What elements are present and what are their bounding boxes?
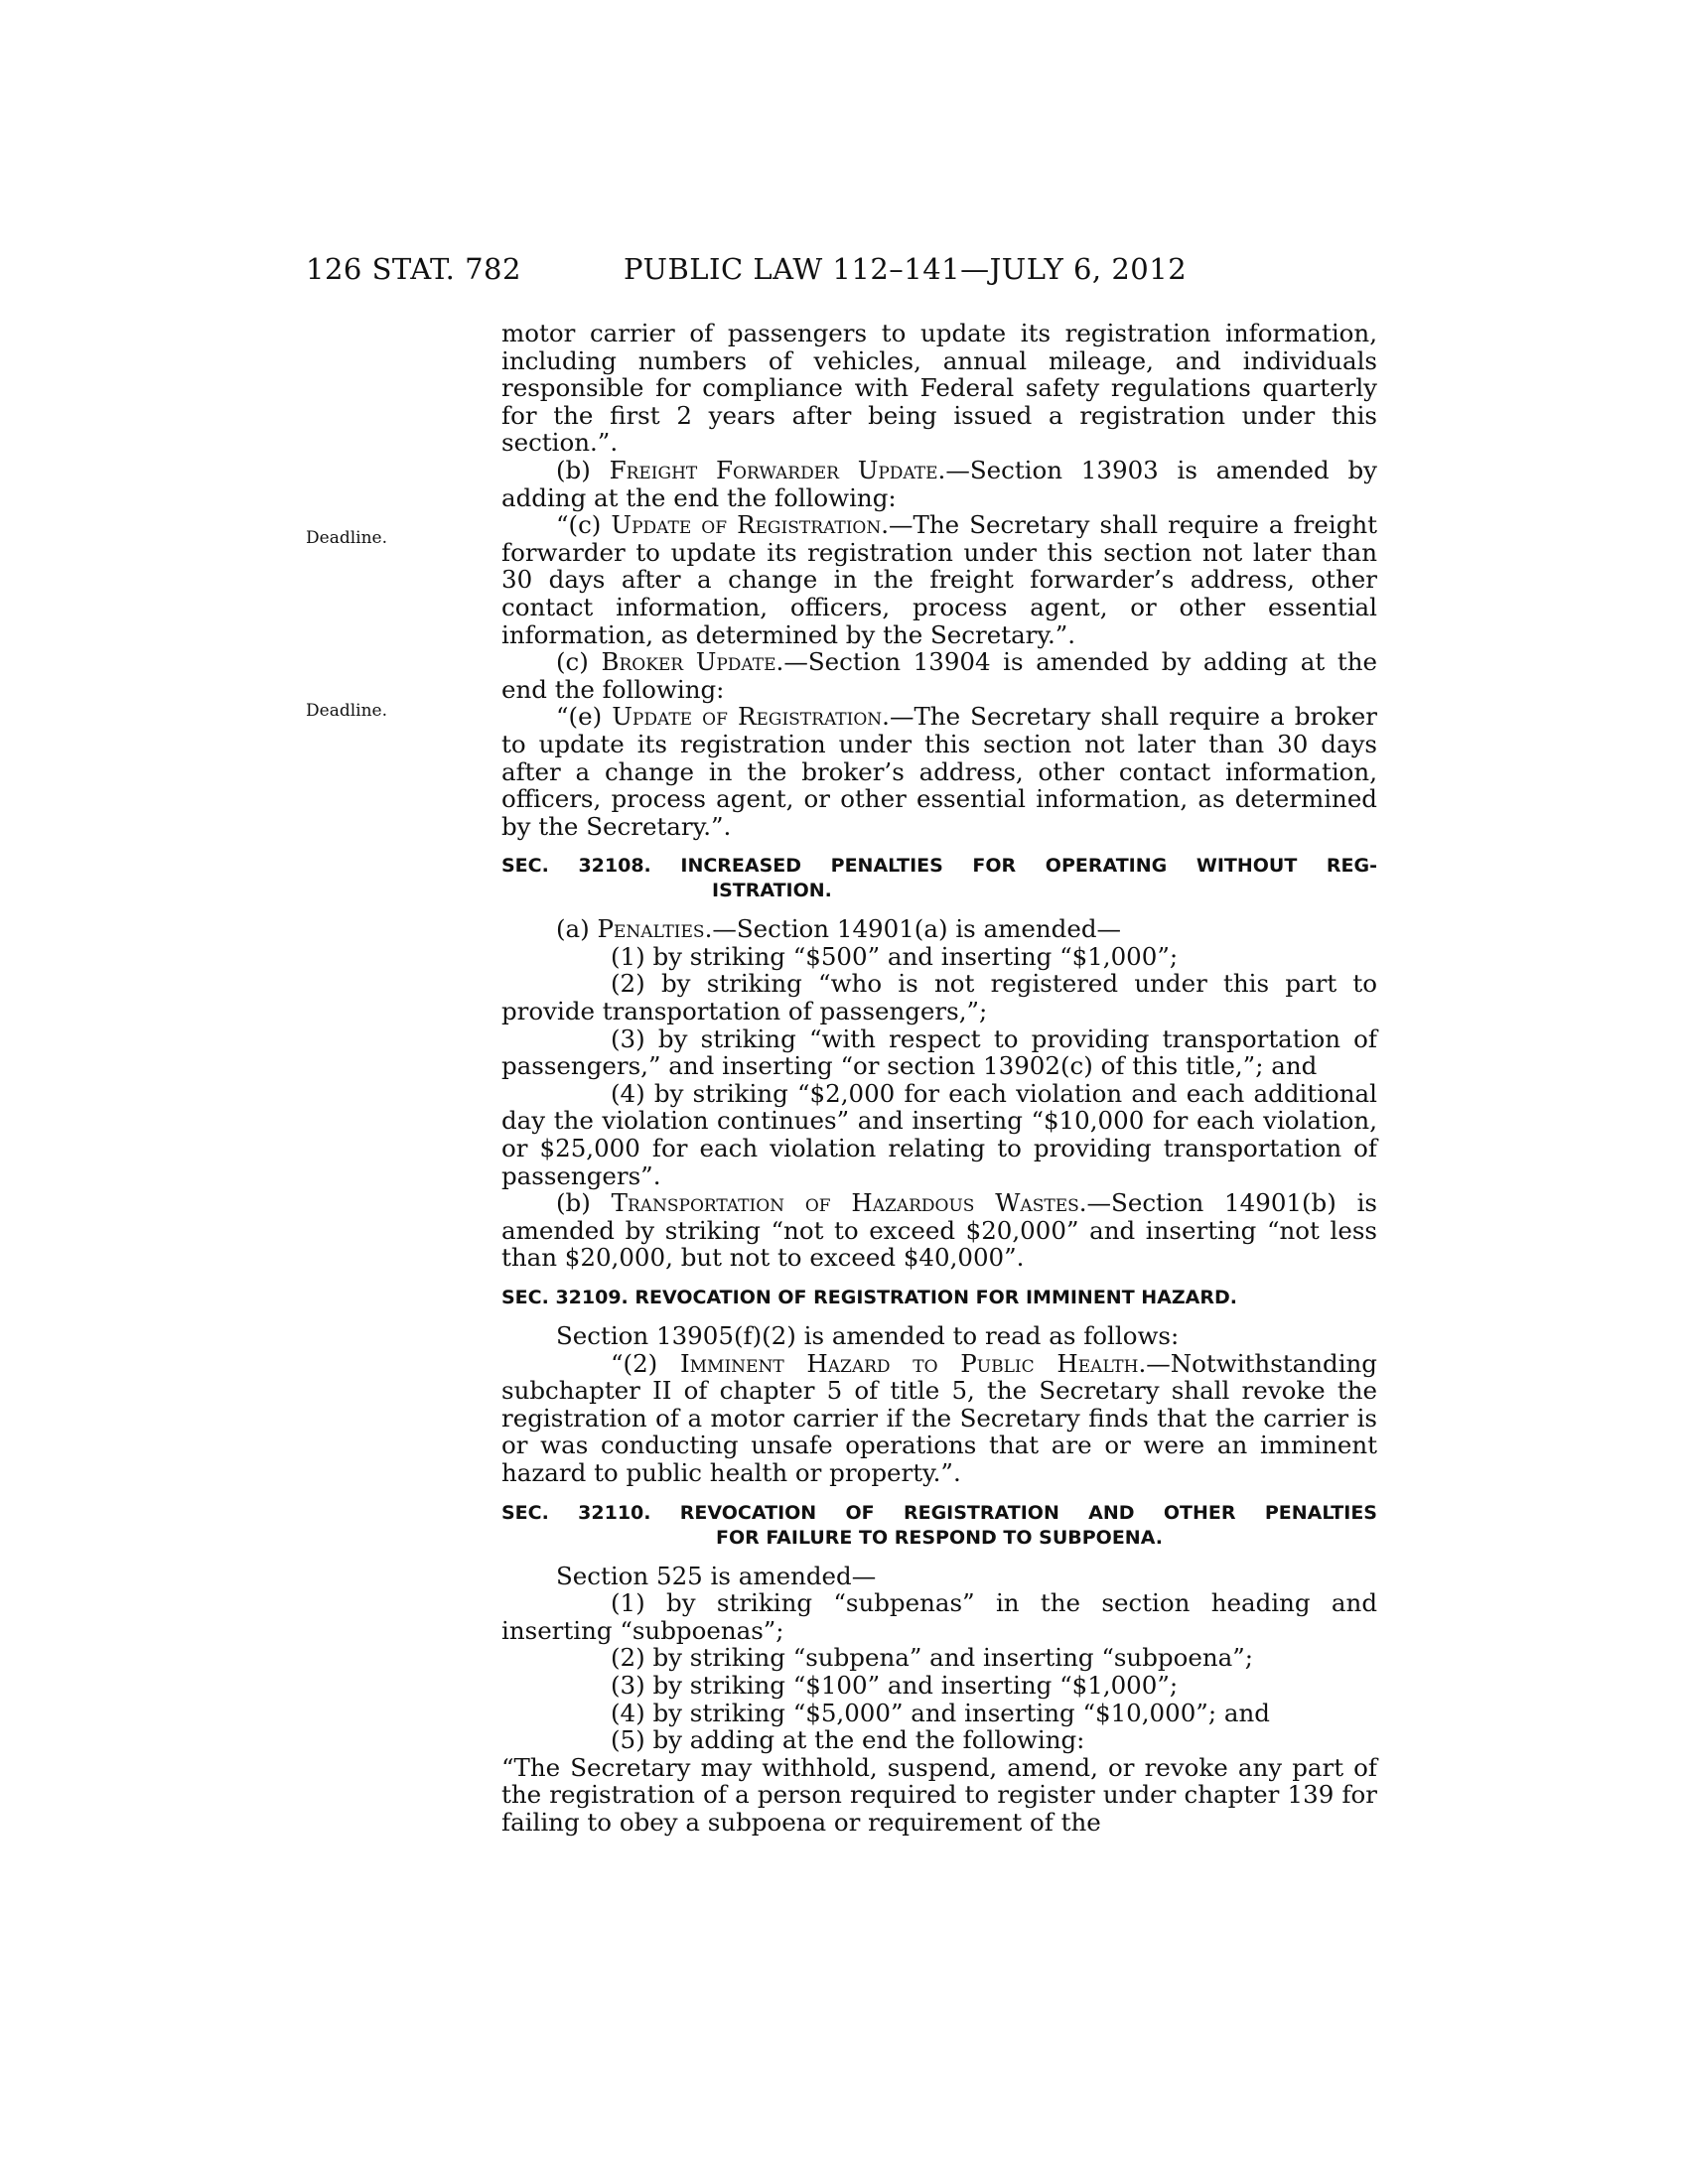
subsection-text: .—Section 14901(b) is amended by striking “not to exceed $20,000” and inserting “not less than $20,000, but not to exceed $40,000”. bbox=[501, 1188, 1377, 1273]
section-heading-32109 bbox=[501, 1286, 1377, 1310]
subsection-text: .—Section 13903 is amended by adding at the end the following: bbox=[501, 455, 1377, 512]
paragraph-heading: Imminent Hazard to Public Health bbox=[679, 1348, 1139, 1378]
paragraph-text: .—Notwithstanding subchapter II of chapter 5 of title 5, the Secretary shall revoke the registration of a motor carrier if the Secretary finds that the carrier is or was conducting unsafe operations that are or were an imminent hazard to public health or property.”. bbox=[501, 1348, 1377, 1487]
quoted-text: “The Secretary may withhold, suspend, amend, or revoke any part of the registration of a person required to register under chapter 139 for failing to obey a subpoena or requirement of the bbox=[501, 1752, 1377, 1837]
quoted-paragraph-2 bbox=[501, 1350, 1377, 1487]
subsection-text: .—The Secretary shall require a broker to update its registration under this section not later than 30 days after a change in the broker’s address, other contact information, officers, process agent, or other essential information, as determined by the Secretary.”. bbox=[501, 702, 1377, 841]
paragraph-4: (4) by striking “$2,000 for each violation and each additional day the violation continues” and inserting “$10,000 for each violation, or $25,000 for each violation relating to providing transportation of passengers”. bbox=[501, 1078, 1377, 1190]
paragraph-5: (5) by adding at the end the following: bbox=[611, 1725, 1085, 1755]
subsection-heading: Transportation of Hazardous Wastes bbox=[611, 1188, 1079, 1218]
subsection-b-hazardous-wastes bbox=[501, 1189, 1377, 1272]
subsection-heading: Update of Registration bbox=[611, 510, 882, 540]
margin-note-deadline-2: Deadline. bbox=[306, 701, 387, 721]
subsection-label: “(e) bbox=[556, 702, 613, 732]
section-heading-line: ISTRATION. bbox=[712, 880, 832, 902]
subsection-heading: Penalties bbox=[597, 914, 705, 944]
paragraph-2: (2) by striking “subpena” and inserting “subpoena”; bbox=[611, 1643, 1253, 1673]
subsection-text: .—Section 13904 is amended by adding at the end the following: bbox=[501, 647, 1377, 704]
document-body bbox=[501, 320, 1377, 1837]
running-head: PUBLIC LAW 112–141—JULY 6, 2012 bbox=[624, 252, 1188, 286]
section-intro: Section 13905(f)(2) is amended to read as follows: bbox=[556, 1321, 1180, 1350]
section-heading-line: FOR FAILURE TO RESPOND TO SUBPOENA. bbox=[716, 1526, 1163, 1549]
subsection-label: (b) bbox=[556, 1188, 612, 1218]
quoted-subsection-c bbox=[501, 511, 1377, 648]
section-heading-32108 bbox=[501, 854, 1377, 903]
paragraph-3: (3) by striking “$100” and inserting “$1,000”; bbox=[611, 1670, 1179, 1700]
quoted-subsection-e bbox=[501, 703, 1377, 840]
section-heading-line: SEC. 32110. REVOCATION OF REGISTRATION AND OTHER PENALTIES bbox=[501, 1501, 1377, 1524]
paragraph-3: (3) by striking “with respect to providing transportation of passengers,” and inserting “or section 13902(c) of this title,”; and bbox=[501, 1024, 1377, 1081]
subsection-heading: Update of Registration bbox=[612, 702, 883, 732]
subsection-a-penalties bbox=[501, 915, 1377, 943]
section-intro: Section 525 is amended— bbox=[556, 1561, 877, 1590]
subsection-heading: Broker Update bbox=[601, 647, 776, 677]
subsection-text: .—The Secretary shall require a freight forwarder to update its registration under this section not later than 30 days after a change in the freight forwarder’s address, other contact information, officers, process agent, or other essential information, as determined by the Secretary.”. bbox=[501, 510, 1377, 649]
subsection-c-broker-update bbox=[501, 648, 1377, 703]
subsection-label: “(c) bbox=[556, 510, 612, 540]
subsection-label: (a) bbox=[556, 914, 598, 944]
paragraph-4: (4) by striking “$5,000” and inserting “$10,000”; and bbox=[611, 1698, 1270, 1727]
paragraph-1: (1) by striking “subpenas” in the section heading and inserting “subpoenas”; bbox=[501, 1588, 1377, 1645]
subsection-label: (c) bbox=[556, 647, 602, 677]
page-stat-citation: 126 STAT. 782 bbox=[306, 252, 521, 286]
subsection-label: (b) bbox=[556, 455, 610, 484]
subsection-text: .—Section 14901(a) is amended— bbox=[704, 914, 1121, 944]
margin-note-deadline-1: Deadline. bbox=[306, 528, 387, 548]
paragraph-1: (1) by striking “$500” and inserting “$1,000”; bbox=[611, 941, 1179, 971]
paragraph-2: (2) by striking “who is not registered under this part to provide transportation of passengers,”; bbox=[501, 969, 1377, 1026]
subsection-heading: Freight Forwarder Update bbox=[609, 455, 938, 484]
section-heading-32110 bbox=[501, 1501, 1377, 1551]
paragraph-label: “(2) bbox=[611, 1348, 680, 1378]
paragraph-continuation: motor carrier of passengers to update its registration information, including numbers of vehicles, annual mileage, and individuals responsible for compliance with Federal safety regulations quarterly for the first 2 years after being issued a registration under this section.”. bbox=[501, 319, 1377, 458]
section-heading-line: SEC. 32109. REVOCATION OF REGISTRATION FOR IMMINENT HAZARD. bbox=[501, 1287, 1237, 1308]
subsection-b-freight-forwarder bbox=[501, 457, 1377, 511]
section-heading-line: SEC. 32108. INCREASED PENALTIES FOR OPERATING WITHOUT REG- bbox=[501, 855, 1377, 878]
